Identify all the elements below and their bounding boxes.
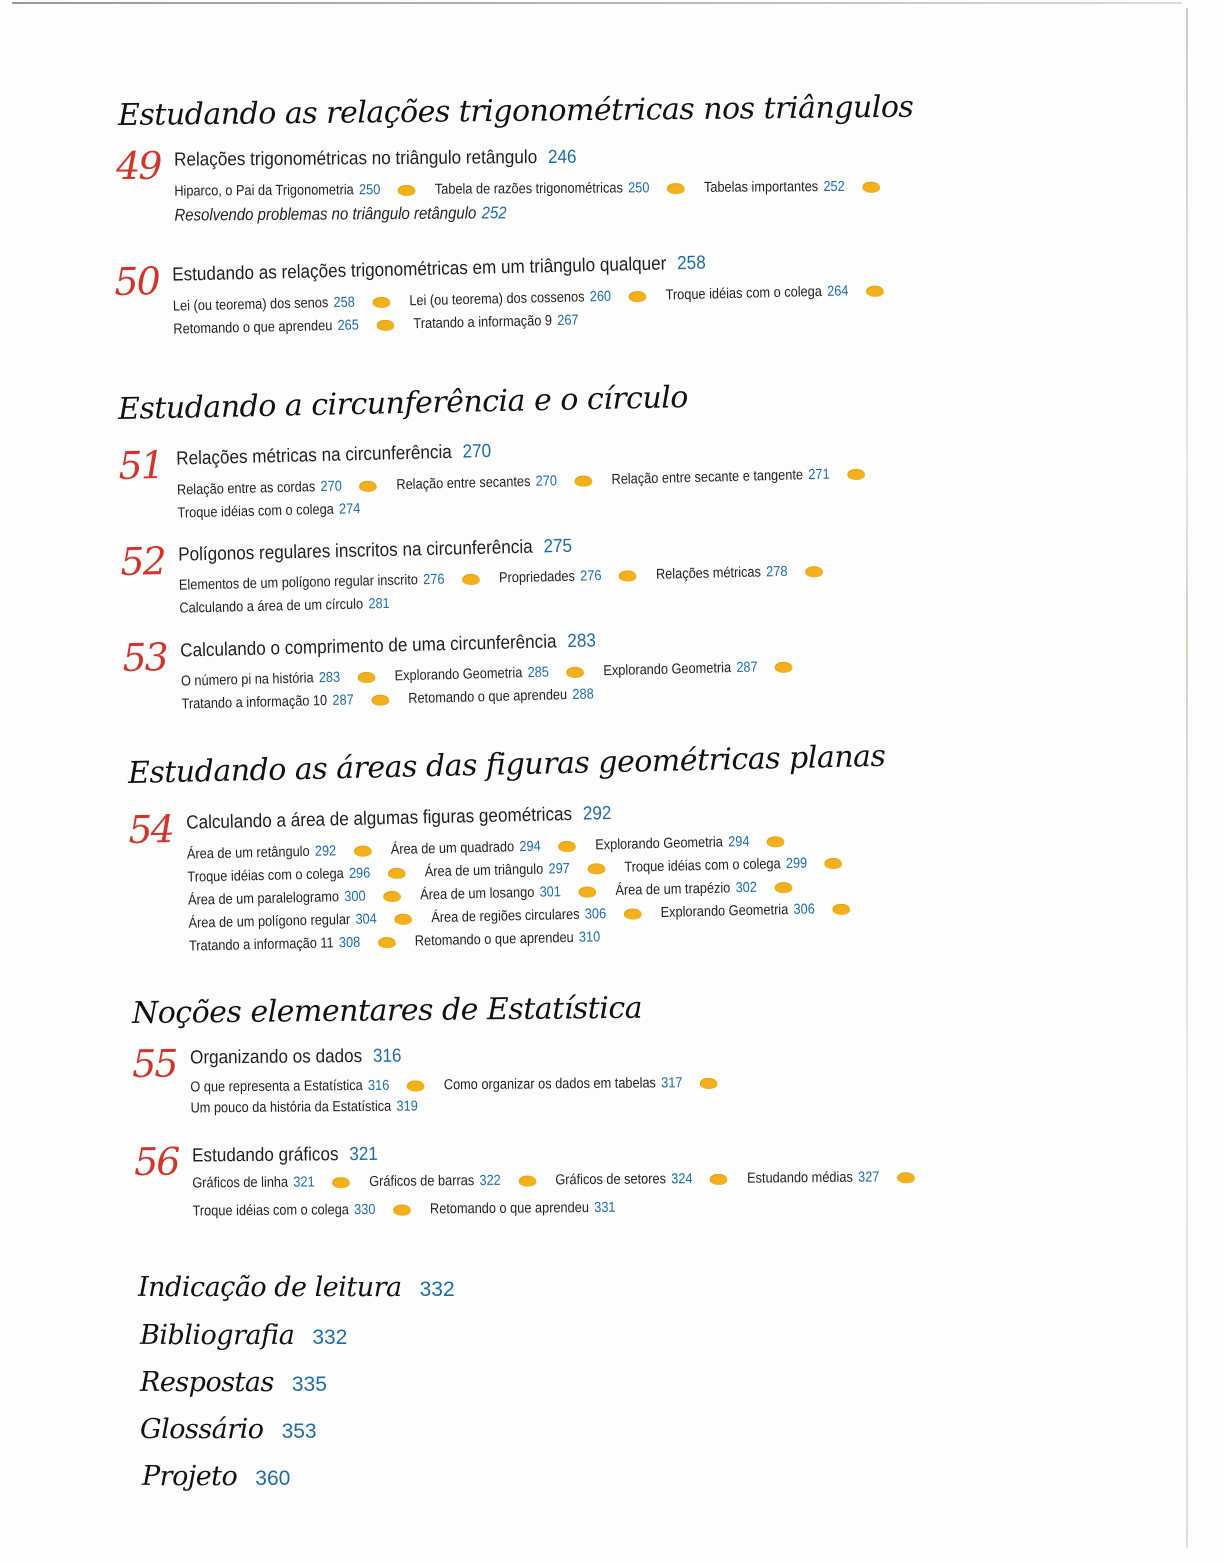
bullet-icon xyxy=(775,661,793,672)
chapter-title-text: Relações métricas na circunferência xyxy=(175,441,453,470)
section-item[interactable]: Retomando o que aprendeu 310 xyxy=(414,929,601,950)
bullet-icon xyxy=(376,319,394,330)
unit-title: Estudando as áreas das figuras geométricas planas xyxy=(127,738,886,791)
bullet-icon xyxy=(574,475,592,486)
section-line xyxy=(192,1169,934,1191)
chapter-title-text: Polígonos regulares inscritos na circunferência xyxy=(177,536,533,566)
chapter-title-text: Relações trigonométricas no triângulo retângulo xyxy=(173,147,538,171)
page-number: 360 xyxy=(255,1467,291,1490)
section-item[interactable]: Troque idéias com o colega 274 xyxy=(177,501,361,522)
section-item[interactable]: Área de regiões circulares 306 xyxy=(431,906,607,927)
page-number: 283 xyxy=(567,630,597,653)
section-item[interactable]: Troque idéias com o colega 296 xyxy=(187,865,371,886)
section-item[interactable]: Área de um triângulo 297 xyxy=(424,860,570,881)
chapter-title-text: Estudando as relações trigonométricas em um triângulo qualquer xyxy=(171,253,667,286)
chapter-number: 53 xyxy=(121,634,168,680)
chapter-title-text: Estudando gráficos xyxy=(191,1144,339,1167)
bullet-icon xyxy=(587,863,605,874)
chapter-title[interactable] xyxy=(176,441,491,471)
bullet-icon xyxy=(619,570,637,581)
section-item[interactable]: Resolvendo problemas no triângulo retângulo 252 xyxy=(174,203,507,225)
section-item[interactable]: Tratando a informação 9 267 xyxy=(413,312,579,333)
bullet-icon xyxy=(518,1175,536,1186)
unit-title: Estudando a circunferência e o círculo xyxy=(117,380,689,427)
page-number: 258 xyxy=(676,252,706,275)
bullet-icon xyxy=(398,185,416,196)
back-matter-glossary[interactable] xyxy=(140,1414,317,1445)
section-line xyxy=(179,596,390,617)
bullet-icon xyxy=(462,574,480,585)
section-line xyxy=(174,179,899,200)
section-item[interactable]: Tratando a informação 10 287 xyxy=(181,692,354,713)
back-matter-project[interactable] xyxy=(142,1461,290,1492)
page-number: 332 xyxy=(312,1326,348,1349)
section-item[interactable]: Gráficos de linha 321 xyxy=(192,1174,315,1192)
section-line xyxy=(181,658,813,689)
bullet-icon xyxy=(383,891,401,902)
section-item[interactable]: Retomando o que aprendeu 288 xyxy=(408,686,594,708)
page-number: 332 xyxy=(419,1278,455,1301)
back-matter-title: Indicação de leitura xyxy=(138,1272,402,1303)
section-item[interactable]: Tabela de razões trigonométricas 250 xyxy=(434,180,650,198)
chapter-title-text: Calculando a área de algumas figuras geométricas xyxy=(185,803,573,834)
bullet-icon xyxy=(558,841,576,852)
section-item[interactable]: Explorando Geometria 287 xyxy=(603,659,758,680)
chapter-number: 54 xyxy=(127,806,174,852)
bullet-icon xyxy=(372,296,390,307)
section-line xyxy=(193,1200,616,1220)
section-line xyxy=(173,282,903,315)
page-number: 335 xyxy=(291,1373,327,1396)
bullet-icon xyxy=(774,882,792,893)
section-item[interactable]: Explorando Geometria 285 xyxy=(394,664,550,685)
section-line xyxy=(177,501,360,521)
section-item[interactable]: Área de um retângulo 292 xyxy=(186,843,337,863)
bullet-icon xyxy=(354,845,372,856)
section-item[interactable]: Relação entre secantes 270 xyxy=(396,473,558,494)
back-matter-title: Bibliografia xyxy=(140,1320,295,1351)
section-item[interactable]: Tratando a informação 11 308 xyxy=(188,934,361,955)
back-matter-title: Respostas xyxy=(140,1367,274,1398)
section-item[interactable]: Troque idéias com o colega 264 xyxy=(665,283,849,304)
chapter-number: 55 xyxy=(131,1041,177,1086)
bullet-icon xyxy=(847,468,865,479)
section-line xyxy=(179,563,842,594)
section-item[interactable]: Gráficos de barras 322 xyxy=(369,1172,501,1190)
section-item[interactable]: Explorando Geometria 306 xyxy=(660,901,816,921)
bullet-icon xyxy=(407,1080,425,1091)
bullet-icon xyxy=(866,285,884,296)
section-line xyxy=(174,203,506,225)
section-item[interactable]: Troque idéias com o colega 330 xyxy=(192,1201,376,1220)
section-line xyxy=(173,312,578,337)
section-line xyxy=(177,465,885,498)
page-number: 246 xyxy=(547,146,577,168)
bullet-icon xyxy=(710,1173,728,1184)
bullet-icon xyxy=(805,566,823,577)
section-line xyxy=(181,686,594,712)
back-matter-title: Glossário xyxy=(140,1414,264,1445)
bullet-icon xyxy=(359,480,377,491)
back-matter-answers[interactable] xyxy=(140,1367,327,1398)
page-number: 275 xyxy=(543,535,573,558)
unit-title: Noções elementares de Estatística xyxy=(131,990,643,1031)
chapter-number: 52 xyxy=(119,538,166,584)
section-item[interactable]: Retomando o que aprendeu 265 xyxy=(173,317,360,338)
bullet-icon xyxy=(624,908,642,919)
bullet-icon xyxy=(862,181,880,192)
bullet-icon xyxy=(897,1172,915,1183)
bullet-icon xyxy=(629,291,647,302)
bullet-icon xyxy=(371,694,389,705)
bullet-icon xyxy=(832,903,850,914)
chapter-number: 50 xyxy=(113,258,160,304)
section-item[interactable]: Gráficos de setores 324 xyxy=(555,1171,693,1189)
section-item[interactable]: Explorando Geometria 294 xyxy=(595,833,750,854)
section-item[interactable]: Troque idéias com o colega 299 xyxy=(624,855,808,876)
back-matter-title: Projeto xyxy=(142,1461,238,1492)
bullet-icon xyxy=(825,857,843,868)
chapter-title-text: Calculando o comprimento de uma circunferência xyxy=(179,631,557,662)
chapter-title-text: Organizando os dados xyxy=(189,1045,363,1069)
chapter-title[interactable] xyxy=(178,536,572,567)
section-item[interactable]: Lei (ou teorema) dos cossenos 260 xyxy=(409,288,612,310)
page-number: 316 xyxy=(372,1045,402,1067)
bullet-icon xyxy=(667,183,685,194)
section-item[interactable]: Área de um trapézio 302 xyxy=(615,879,758,899)
section-item[interactable]: Calculando a área de um círculo 281 xyxy=(179,595,390,617)
section-line xyxy=(189,929,601,954)
page-number: 321 xyxy=(349,1143,378,1166)
bullet-icon xyxy=(578,886,596,897)
section-item[interactable]: Relação entre secante e tangente 271 xyxy=(611,466,830,488)
unit-title: Estudando as relações trigonométricas nos triângulos xyxy=(117,89,914,133)
page-number: 292 xyxy=(582,803,612,825)
section-item[interactable]: Relações métricas 278 xyxy=(655,563,788,583)
bullet-icon xyxy=(358,671,376,682)
page-number: 353 xyxy=(281,1420,317,1443)
chapter-title[interactable] xyxy=(190,1046,402,1070)
section-item[interactable]: O que representa a Estatística 316 xyxy=(190,1077,390,1096)
section-item[interactable]: Área de um quadrado 294 xyxy=(390,838,541,859)
back-matter-bibliography[interactable] xyxy=(140,1320,347,1351)
bullet-icon xyxy=(378,937,396,948)
back-matter-reading[interactable] xyxy=(138,1272,455,1303)
section-item[interactable]: Lei (ou teorema) dos senos 258 xyxy=(172,294,355,315)
bullet-icon xyxy=(332,1177,350,1188)
bullet-icon xyxy=(393,1204,411,1215)
chapter-title[interactable] xyxy=(172,253,706,287)
page-right-edge xyxy=(1186,8,1188,1548)
section-line xyxy=(190,1099,417,1117)
chapter-number: 49 xyxy=(115,143,161,188)
chapter-title[interactable] xyxy=(174,147,577,172)
bullet-icon xyxy=(388,867,406,878)
chapter-title[interactable] xyxy=(186,803,612,835)
chapter-title[interactable] xyxy=(192,1144,378,1168)
section-item[interactable]: Retomando o que aprendeu 331 xyxy=(429,1199,616,1218)
section-item[interactable]: Propriedades 276 xyxy=(498,568,602,587)
bullet-icon xyxy=(566,666,584,677)
page-top-edge xyxy=(12,2,1182,4)
section-item[interactable]: O número pi na história 283 xyxy=(180,669,341,690)
section-item[interactable]: Área de um polígono regular 304 xyxy=(188,911,377,932)
section-item[interactable]: Tabelas importantes 252 xyxy=(703,178,845,196)
page-number: 270 xyxy=(462,440,492,463)
chapter-number: 51 xyxy=(117,442,164,488)
section-item[interactable]: Relação entre as cordas 270 xyxy=(176,478,343,499)
section-item[interactable]: Estudando médias 327 xyxy=(747,1169,880,1187)
section-item[interactable]: Elementos de um polígono regular inscrito 276 xyxy=(178,571,445,594)
bullet-icon xyxy=(394,913,412,924)
section-item[interactable]: Área de um losango 301 xyxy=(419,884,562,904)
section-item[interactable]: Hiparco, o Pai da Trigonometria 250 xyxy=(174,182,381,200)
section-item[interactable]: Área de um paralelogramo 300 xyxy=(187,888,366,909)
chapter-number: 56 xyxy=(133,1139,179,1184)
bullet-icon xyxy=(767,836,785,847)
section-item[interactable]: Um pouco da história da Estatística 319 xyxy=(190,1098,418,1117)
chapter-title[interactable] xyxy=(180,630,596,662)
bullet-icon xyxy=(700,1078,718,1089)
section-item[interactable]: Como organizar os dados em tabelas 317 xyxy=(443,1075,683,1094)
section-line xyxy=(190,1075,737,1096)
